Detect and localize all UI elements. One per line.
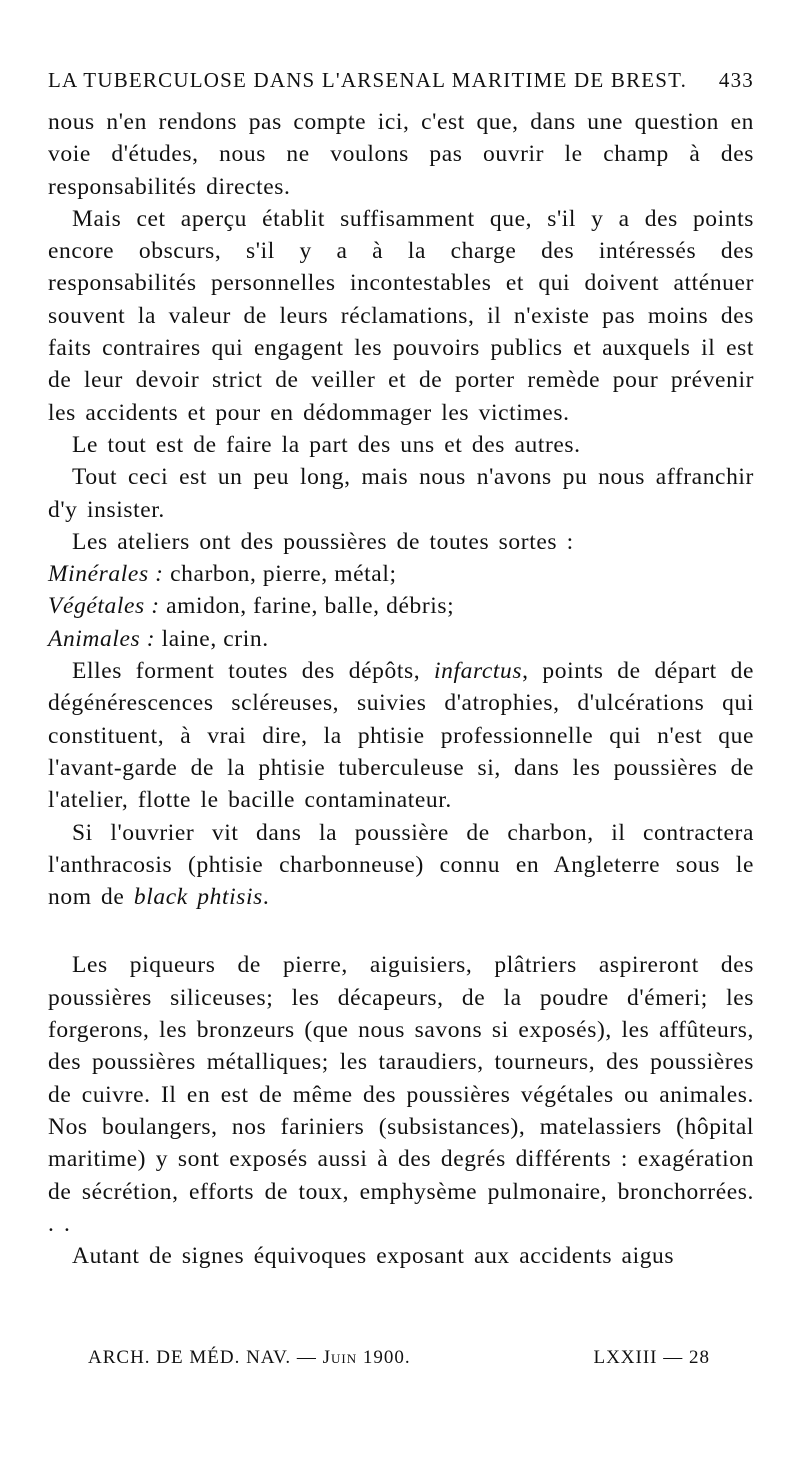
list-item-animales (48, 623, 754, 655)
paragraph-7-italic: black phtisis (133, 884, 263, 911)
body-text (48, 106, 754, 1272)
list-text: amidon, farine, balle, débris; (159, 593, 455, 620)
paragraph-7-part-a: Si l'ouvrier vit dans la poussière de charbon, il contractera l'anthracosis (phtisie charbonneuse) connu en Angleterre sous le nom de (48, 819, 754, 911)
list-text: charbon, pierre, métal; (163, 561, 397, 588)
footer-journal: ARCH. DE MÉD. NAV. — Juin 1900. (88, 1347, 411, 1368)
list-item-minerales (48, 558, 754, 590)
paragraph-6-part-a: Elles forment toutes des dépôts, (72, 658, 434, 685)
paragraph-4: Tout ceci est un peu long, mais nous n'avons pu nous affranchir d'y insister. (48, 464, 754, 523)
footer-signature: LXXIII — 28 (593, 1347, 710, 1368)
paragraph-5: Les ateliers ont des poussières de toutes sortes : (72, 528, 574, 555)
page-number: 433 (718, 68, 754, 92)
list-label: Minérales : (48, 561, 164, 588)
list-text: laine, crin. (155, 625, 269, 652)
paragraph-6 (48, 655, 754, 816)
paragraph-6-part-b: , points de départ de dégénérescences scléreuses, suivies d'atrophies, d'ulcérations qui constituent, à vrai dire, la phtisie professionnelle qui n'est que l'avant-garde de la phtisie tuberculeuse si, dans les poussières de l'atelier, flotte le bacille contaminateur. (48, 658, 754, 814)
page-footer (88, 1347, 710, 1369)
paragraph-8: Les piqueurs de pierre, aiguisiers, plâtriers aspireront des poussières siliceuses; les décapeurs, de la poudre d'émeri; les forgerons, les bronzeurs (que nous savons si exposés), les affûteurs, des poussières métalliques; les taraudiers, tourneurs, des poussières de cuivre. Il en est de même des poussières végétales ou animales. Nos boulangers, nos fariniers (subsistances), matelassiers (hôpital maritime) y sont exposés aussi à des degrés différents : exagération de sécrétion, efforts de toux, emphysème pulmonaire, bronchorrées. . . (48, 952, 754, 1237)
document-page (48, 60, 754, 1272)
list-label: Animales : (48, 625, 156, 652)
paragraph-7-part-b: . (262, 884, 270, 911)
running-head-title: LA TUBERCULOSE DANS L'ARSENAL MARITIME DE BREST. (48, 68, 688, 92)
list-item-vegetales (48, 590, 754, 622)
paragraph-9: Autant de signes équivoques exposant aux accidents aigus (72, 1243, 675, 1270)
running-head (48, 60, 754, 100)
paragraph-1: nous n'en rendons pas compte ici, c'est que, dans une question en voie d'études, nous ne voulons pas ouvrir le champ à des responsabilités directes. (48, 109, 754, 200)
paragraph-2: Mais cet aperçu établit suffisamment que, s'il y a des points encore obscurs, s'il y a à la charge des intéressés des responsabilités personnelles incontestables et qui doivent atténuer souvent la valeur de leurs réclamations, il n'existe pas moins des faits contraires qui engagent les pouvoirs publics et auxquels il est de leur devoir strict de veiller et de porter remède pour prévenir les accidents et pour en dédommager les victimes. (48, 205, 754, 426)
section-gap (48, 913, 754, 949)
list-label: Végétales : (48, 593, 160, 620)
paragraph-7 (48, 817, 754, 914)
paragraph-6-italic: infarctus (434, 658, 523, 685)
paragraph-3: Le tout est de faire la part des uns et des autres. (72, 431, 581, 458)
